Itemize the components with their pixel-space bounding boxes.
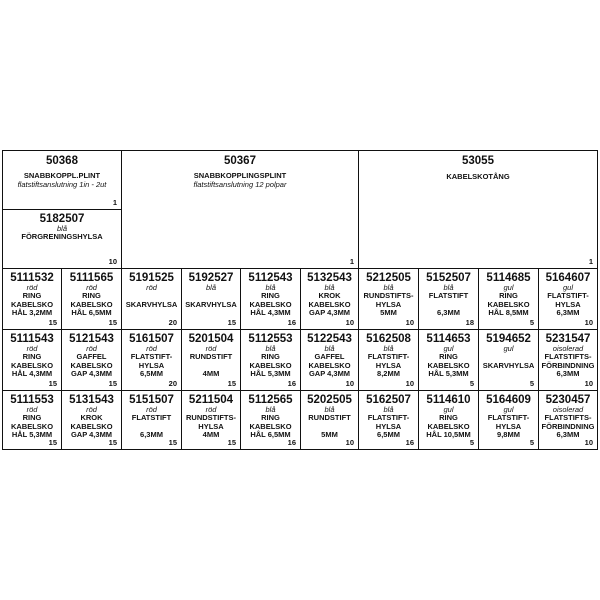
part-description: KROK KABELSKO GAP 4,3MM: [70, 413, 113, 439]
part-quantity: 16: [287, 379, 296, 388]
part-subtitle: flatstiftsanslutning 1in - 2ut: [17, 180, 107, 189]
part-cell: [478, 268, 539, 330]
part-name: FÖRGRENINGSHYLSA: [21, 232, 103, 241]
part-cell-53055: [358, 150, 598, 269]
part-description: RUNDSTIFTS- HYLSA 5MM: [363, 291, 414, 317]
part-color: blå: [205, 283, 216, 292]
part-number: 5111543: [10, 333, 54, 345]
part-quantity: 1: [349, 257, 354, 266]
part-quantity: 10: [584, 379, 593, 388]
part-cell: [61, 329, 122, 391]
part-cell: [240, 390, 301, 450]
part-cell: [358, 390, 419, 450]
part-description: GAFFEL KABELSKO GAP 4,3MM: [70, 352, 113, 378]
part-number: 5112543: [248, 272, 293, 284]
part-number: 5212505: [366, 272, 411, 284]
part-cell: [300, 329, 359, 391]
part-number: 5161507: [129, 333, 174, 345]
part-quantity: 10: [584, 318, 593, 327]
part-cell: [61, 268, 122, 330]
part-number: 50367: [224, 155, 256, 167]
part-name: SNABBKOPPL.PLINT: [23, 171, 101, 180]
part-cell: [121, 390, 182, 450]
part-quantity: 5: [529, 318, 534, 327]
part-description: RUNDSTIFT 4MM: [189, 352, 233, 378]
part-quantity: 10: [345, 318, 354, 327]
part-color: röd: [205, 344, 217, 353]
part-description: RUNDSTIFTS- HYLSA 4MM: [186, 413, 236, 439]
part-description: FLATSTIFT- HYLSA 6,5MM: [130, 352, 173, 378]
part-cell-50368: [2, 150, 122, 210]
part-cell: [121, 268, 182, 330]
part-color: blå: [443, 283, 454, 292]
part-number: 5202505: [307, 394, 352, 406]
part-color: gul: [503, 344, 514, 353]
part-color: blå: [324, 405, 335, 414]
part-cell: [300, 268, 359, 330]
part-quantity: 5: [469, 438, 474, 447]
parts-sheet: [2, 150, 598, 450]
part-color: blå: [324, 283, 335, 292]
part-number: 5194652: [486, 333, 531, 345]
part-name: KABELSKOTÅNG: [446, 172, 510, 181]
part-quantity: 5: [529, 379, 534, 388]
part-description: FLATSTIFTS- FÖRBINDNING 6,3MM: [541, 352, 595, 378]
part-description: SKARVHYLSA: [482, 360, 535, 370]
part-description: FLATSTIFT 6,3MM: [131, 413, 172, 439]
part-number: 5164607: [545, 272, 591, 284]
part-number: 5151507: [129, 394, 174, 406]
part-cell: [478, 329, 539, 391]
part-quantity: 1: [112, 198, 117, 207]
part-quantity: 15: [108, 379, 117, 388]
part-cell: [2, 390, 62, 450]
part-cell: [2, 329, 62, 391]
part-description: FLATSTIFT- HYLSA 6,5MM: [367, 413, 410, 439]
part-quantity: 16: [405, 438, 414, 447]
part-quantity: 15: [108, 438, 117, 447]
part-cell: [2, 268, 62, 330]
part-color: blå: [324, 344, 335, 353]
part-cell: [418, 329, 479, 391]
part-cell: [538, 390, 598, 450]
part-description: RING KABELSKO HÅL 3,2MM: [10, 291, 54, 317]
part-description: FLATSTIFT- HYLSA 9,8MM: [487, 413, 530, 439]
part-color: röd: [26, 405, 38, 414]
part-color: gul: [503, 283, 514, 292]
part-color: gul: [443, 344, 454, 353]
part-number: 5162507: [366, 394, 411, 406]
part-cell: [418, 268, 479, 330]
part-cell: [181, 390, 241, 450]
part-quantity: 10: [584, 438, 593, 447]
part-cell: [300, 390, 359, 450]
part-quantity: 10: [108, 257, 117, 266]
part-color: röd: [86, 405, 97, 414]
part-number: 5114653: [426, 333, 471, 345]
part-cell-50367: [121, 150, 359, 269]
part-number: 50368: [46, 155, 78, 167]
part-number: 5122543: [307, 333, 352, 345]
part-description: RING KABELSKO HÅL 4,3MM: [249, 291, 292, 317]
part-number: 5111553: [10, 394, 54, 406]
part-description: RING KABELSKO HÅL 8,5MM: [487, 291, 530, 317]
part-quantity: 18: [465, 318, 474, 327]
part-description: RING KABELSKO HÅL 4,3MM: [10, 352, 54, 378]
part-color: blå: [265, 344, 276, 353]
part-quantity: 15: [168, 438, 177, 447]
part-description: GAFFEL KABELSKO GAP 4,3MM: [308, 352, 351, 378]
part-description: KROK KABELSKO GAP 4,3MM: [308, 291, 351, 317]
part-color: röd: [146, 405, 157, 414]
part-color: gul: [443, 405, 454, 414]
part-color: röd: [26, 283, 38, 292]
part-quantity: 10: [345, 379, 354, 388]
part-number: 5162508: [366, 333, 411, 345]
part-color: röd: [86, 283, 97, 292]
part-quantity: 10: [405, 379, 414, 388]
part-number: 5112565: [248, 394, 293, 406]
part-quantity: 20: [168, 318, 177, 327]
part-number: 5131543: [69, 394, 114, 406]
part-quantity: 15: [48, 438, 57, 447]
part-description: FLATSTIFT 6,3MM: [428, 291, 469, 317]
part-cell: [240, 329, 301, 391]
part-quantity: 15: [108, 318, 117, 327]
part-number: 5111565: [69, 272, 114, 284]
part-description: RING KABELSKO HÅL 5,3MM: [249, 352, 292, 378]
part-quantity: 1: [588, 257, 593, 266]
part-number: 5114685: [486, 272, 531, 284]
part-cell: [538, 268, 598, 330]
part-cell: [181, 329, 241, 391]
part-color: röd: [86, 344, 97, 353]
part-number: 5121543: [69, 333, 114, 345]
part-color: blå: [383, 283, 394, 292]
part-cell-5182507: [2, 209, 122, 269]
part-number: 5152507: [426, 272, 471, 284]
part-quantity: 20: [168, 379, 177, 388]
part-quantity: 15: [48, 318, 57, 327]
part-color: röd: [205, 405, 217, 414]
part-description: SKARVHYLSA: [125, 299, 178, 309]
part-number: 5211504: [188, 394, 234, 406]
part-number: 5182507: [39, 213, 85, 225]
part-color: röd: [26, 344, 38, 353]
part-description: FLATSTIFTS- FÖRBINDNING 6,3MM: [541, 413, 595, 439]
part-cell: [240, 268, 301, 330]
part-cell: [358, 268, 419, 330]
part-cell: [61, 390, 122, 450]
part-cell: [358, 329, 419, 391]
part-description: RING KABELSKO HÅL 10,5MM: [426, 413, 471, 439]
part-quantity: 5: [469, 379, 474, 388]
part-description: RING KABELSKO HÅL 6,5MM: [249, 413, 292, 439]
part-color: oisolerad: [552, 344, 584, 353]
part-name: SNABBKOPPLINGSPLINT: [193, 171, 287, 180]
part-description: SKARVHYLSA: [185, 299, 237, 309]
part-color: blå: [265, 283, 276, 292]
part-number: 5132543: [307, 272, 352, 284]
part-quantity: 15: [48, 379, 57, 388]
part-subtitle: flatstiftsanslutning 12 polpar: [193, 180, 287, 189]
part-color: röd: [146, 283, 157, 292]
part-description: FLATSTIFT- HYLSA 6,3MM: [547, 291, 589, 317]
part-description: RING KABELSKO HÅL 5,3MM: [427, 352, 470, 378]
part-quantity: 15: [227, 438, 236, 447]
part-quantity: 5: [529, 438, 534, 447]
part-number: 5192527: [188, 272, 234, 284]
part-cell: [121, 329, 182, 391]
part-number: 5111532: [10, 272, 54, 284]
part-number: 53055: [462, 155, 494, 167]
part-quantity: 10: [345, 438, 354, 447]
part-color: blå: [383, 344, 394, 353]
part-quantity: 10: [405, 318, 414, 327]
part-cell: [418, 390, 479, 450]
part-description: RING KABELSKO HÅL 5,3MM: [10, 413, 54, 439]
part-color: blå: [56, 224, 67, 233]
part-color: gul: [562, 283, 573, 292]
part-description: RING KABELSKO HÅL 6,5MM: [70, 291, 113, 317]
part-number: 5230457: [545, 394, 591, 406]
part-description: FLATSTIFT- HYLSA 8,2MM: [367, 352, 410, 378]
part-number: 5201504: [188, 333, 234, 345]
part-color: oisolerad: [552, 405, 584, 414]
part-color: gul: [503, 405, 514, 414]
part-number: 5112553: [248, 333, 293, 345]
part-number: 5164609: [486, 394, 531, 406]
part-cell: [538, 329, 598, 391]
part-color: blå: [383, 405, 394, 414]
part-quantity: 16: [287, 318, 296, 327]
part-description: RUNDSTIFT 5MM: [308, 413, 351, 439]
part-number: 5114610: [426, 394, 471, 406]
part-quantity: 15: [227, 379, 236, 388]
part-number: 5191525: [129, 272, 174, 284]
part-quantity: 16: [287, 438, 296, 447]
part-cell: [478, 390, 539, 450]
part-quantity: 15: [227, 318, 236, 327]
part-color: blå: [265, 405, 276, 414]
part-number: 5231547: [545, 333, 591, 345]
part-color: röd: [146, 344, 157, 353]
part-cell: [181, 268, 241, 330]
